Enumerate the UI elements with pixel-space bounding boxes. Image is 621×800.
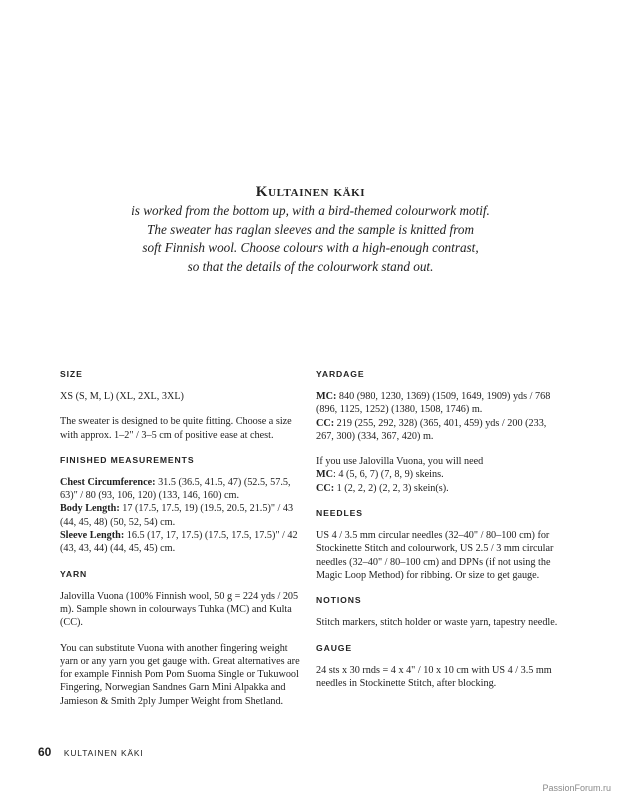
yarn-section: [60, 568, 304, 708]
page-footer: [38, 745, 144, 759]
intro-line: so that the details of the colourwork stand out.: [187, 258, 434, 274]
intro-block: [0, 183, 621, 276]
sleeve-length-value: 16.5 (17, 17, 17.5) (17.5, 17.5, 17.5)" / 42 (43, 43, 44) (44, 45, 45) cm.: [60, 530, 298, 555]
yardage-amounts: [316, 390, 561, 443]
cc-value: 219 (255, 292, 328) (365, 401, 459) yds / 200 (233, 267, 300) (334, 367, 420) m.: [316, 417, 547, 442]
intro-line: The sweater has raglan sleeves and the sample is knitted from: [147, 221, 474, 237]
cc-skeins-label: CC:: [316, 482, 335, 494]
page-number: 60: [38, 745, 52, 759]
needles-section: [316, 507, 561, 582]
notions-section: [316, 594, 561, 629]
finished-measurements-section: [60, 454, 304, 556]
intro-line: is worked from the bottom up, with a bird-themed colourwork motif.: [131, 203, 490, 218]
body-length-value: 17 (17.5, 17.5, 19) (19.5, 20.5, 21.5)" / 43 (44, 45, 48) (50, 52, 54) cm.: [60, 503, 294, 528]
running-title: KULTAINEN KÄKI: [63, 748, 144, 758]
notions-text: Stitch markers, stitch holder or waste yarn, tapestry needle.: [316, 617, 558, 629]
cc-skeins-value: 1 (2, 2, 2) (2, 2, 3) skein(s).: [334, 482, 449, 494]
skeins-intro: If you use Jalovilla Vuona, you will need: [316, 456, 484, 468]
size-heading: SIZE: [60, 369, 83, 379]
yardage-section: [316, 368, 561, 495]
yarn-heading: YARN: [60, 568, 88, 579]
body-length-label: Body Length:: [60, 503, 120, 515]
right-column: [316, 368, 561, 698]
gauge-section: [316, 642, 561, 691]
finished-measurements-heading: FINISHED MEASUREMENTS: [60, 454, 195, 465]
measurements-text: [60, 476, 304, 556]
size-note: The sweater is designed to be quite fitting. Choose a size with approx. 1–2" / 3–5 cm of positive ease at chest.: [60, 416, 292, 441]
chest-value: 31.5 (36.5, 41.5, 47) (52.5, 57.5, 63)" / 80 (93, 106, 120) (133, 146, 160) cm.: [60, 476, 291, 502]
chest-label: Chest Circumference:: [60, 476, 156, 488]
mc-label: MC:: [316, 391, 337, 402]
size-list: XS (S, M, L) (XL, 2XL, 3XL): [60, 391, 184, 402]
needles-heading: NEEDLES: [316, 508, 363, 519]
mc-value: 840 (980, 1230, 1369) (1509, 1649, 1909) yds / 768 (896, 1125, 1252) (1380, 1508, 1746) m.: [316, 391, 551, 416]
gauge-heading: GAUGE: [316, 642, 353, 653]
pattern-title: Kultainen käki: [255, 184, 366, 200]
left-column: [60, 368, 304, 716]
gauge-text: 24 sts x 30 rnds = 4 x 4" / 10 x 10 cm with US 4 / 3.5 mm needles in Stockinette Stitch, after blocking.: [316, 664, 552, 689]
yardage-heading: YARDAGE: [316, 369, 365, 379]
cc-label: CC:: [316, 417, 335, 429]
yarn-substitute: You can substitute Vuona with another fingering weight yarn or any yarn you get gauge with. Great alternatives are for example Finnish Pom Pom Suoma Single or Tukuwool Fingering, Norwegian Sandnes Garn Mini Alpakka and Jamieson & Smith 2ply Jumper Weight from Shetland.: [60, 642, 300, 707]
yarn-main: Jalovilla Vuona (100% Finnish wool, 50 g = 224 yds / 205 m). Sample shown in colourways Tuhka (MC) and Kulta (CC).: [60, 590, 299, 629]
intro-line: soft Finnish wool. Choose colours with a high-enough contrast,: [142, 240, 479, 256]
mc-skeins-label: MC: [316, 469, 333, 481]
watermark: PassionForum.ru: [542, 783, 611, 793]
size-section: [60, 368, 304, 442]
skein-amounts: [316, 455, 561, 495]
needles-text: US 4 / 3.5 mm circular needles (32–40" / 80–100 cm) for Stockinette Stitch and colourwork, US 2.5 / 3 mm circular needles (32–40" / 80–100 cm) and DPNs (if not using the Magic Loop Method) for ribbing. Or size to get gauge.: [316, 530, 554, 581]
notions-heading: NOTIONS: [316, 595, 362, 606]
mc-skeins-value: : 4 (5, 6, 7) (7, 8, 9) skeins.: [332, 469, 444, 481]
sleeve-length-label: Sleeve Length:: [60, 530, 125, 542]
